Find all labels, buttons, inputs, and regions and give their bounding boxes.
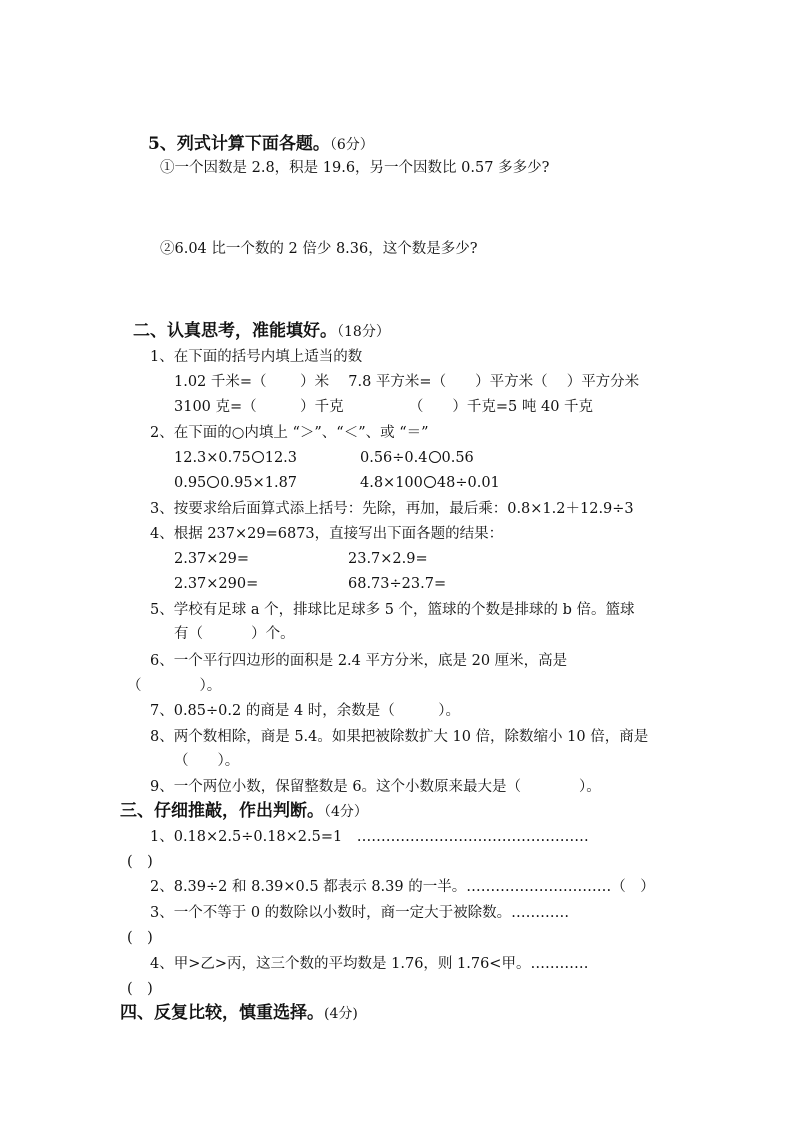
s3-q1a: 1、0.18×2.5÷0.18×2.5=1 ………………………………………… (150, 829, 589, 845)
section2-heading-text: 二、认真思考，准能填好。 (133, 321, 337, 341)
s2-q9: 9、一个两位小数，保留整数是 6。这个小数原来最大是（ ）。 (150, 779, 601, 795)
s2-q2a2: 12.3 (264, 450, 298, 466)
q5-item1: ①一个因数是 2.8，积是 19.6，另一个因数比 0.57 多多少? (160, 160, 550, 176)
compare-circle-icon[interactable] (429, 451, 441, 463)
q5-points: （6分） (329, 137, 374, 153)
compare-circle-icon[interactable] (207, 476, 219, 488)
s3-q4a: 4、甲>乙>丙，这三个数的平均数是 1.76，则 1.76<甲。………… (150, 956, 589, 972)
s2-q2a4: 0.56 (441, 450, 474, 466)
compare-circle-icon[interactable] (252, 451, 264, 463)
section3-points: （4分） (324, 804, 368, 820)
s2-q4a: 2.37×29= (174, 551, 250, 567)
s2-q2b1: 0.95 (174, 475, 207, 491)
s2-q2b-right (360, 473, 500, 493)
section2-points: （18分） (337, 324, 390, 340)
s2-q5a: 5、学校有足球 a 个，排球比足球多 5 个，篮球的个数是排球的 b 倍。篮球 (150, 602, 635, 618)
s2-q2: 2、在下面的○内填上 “＞”、“＜”、或 “＝” (150, 425, 429, 441)
s2-q1b: 3100 克=（ ）千克 （ ）千克=5 吨 40 千克 (174, 399, 594, 415)
s2-q1: 1、在下面的括号内填上适当的数 (150, 349, 363, 365)
s2-q2b2: 0.95×1.87 (220, 475, 298, 491)
s2-q6a: 6、一个平行四边形的面积是 2.4 平方分米，底是 20 厘米，高是 (150, 653, 568, 669)
s2-q3: 3、按要求给后面算式添上括号：先除，再加，最后乘：0.8×1.2＋12.9÷3 (150, 501, 634, 517)
section4-heading (120, 1002, 358, 1025)
s2-q4d: 68.73÷23.7= (348, 576, 447, 592)
s2-q8b: （ ）。 (174, 753, 240, 769)
s2-q6b: （ ）。 (127, 678, 222, 694)
s2-q7: 7、0.85÷0.2 的商是 4 时，余数是（ ）。 (150, 703, 461, 719)
s3-q2: 2、8.39÷2 和 8.39×0.5 都表示 8.39 的一半。…………………………（ ） (150, 879, 655, 895)
s2-q4c: 2.37×290= (174, 576, 259, 592)
s2-q8a: 8、两个数相除，商是 5.4。如果把被除数扩大 10 倍，除数缩小 10 倍，商是 (150, 729, 649, 745)
s3-q4b: ( ) (127, 981, 153, 997)
s2-q4: 4、根据 237×29=6873，直接写出下面各题的结果： (150, 526, 504, 542)
section2-heading (133, 320, 390, 343)
section3-heading (120, 800, 368, 823)
q5-heading (148, 133, 374, 156)
section4-heading-text: 四、反复比较，慎重选择。 (120, 1003, 324, 1023)
section4-points: (4分) (324, 1006, 358, 1022)
section3-heading-text: 三、仔细推敲，作出判断。 (120, 801, 324, 821)
q5-heading-text: 5、列式计算下面各题。 (148, 134, 330, 154)
q5-item2: ②6.04 比一个数的 2 倍少 8.36，这个数是多少? (160, 241, 478, 257)
s2-q4b: 23.7×2.9= (348, 551, 428, 567)
s2-q1a: 1.02 千米=（ ）米 7.8 平方米=（ ）平方米（ ）平方分米 (174, 374, 640, 390)
s2-q5b: 有（ ）个。 (174, 626, 295, 642)
s2-q2a-right (360, 448, 474, 468)
s3-q1b: ( ) (127, 854, 153, 870)
s2-q2b-left (174, 473, 297, 493)
s2-q2b4: 48÷0.01 (436, 475, 500, 491)
s2-q2a-left (174, 448, 297, 468)
s3-q3a: 3、一个不等于 0 的数除以小数时，商一定大于被除数。………… (150, 905, 570, 921)
s2-q2a1: 12.3×0.75 (174, 450, 251, 466)
compare-circle-icon[interactable] (424, 476, 436, 488)
s3-q3b: ( ) (127, 930, 153, 946)
s2-q2a3: 0.56÷0.4 (360, 450, 428, 466)
s2-q2b3: 4.8×100 (360, 475, 423, 491)
